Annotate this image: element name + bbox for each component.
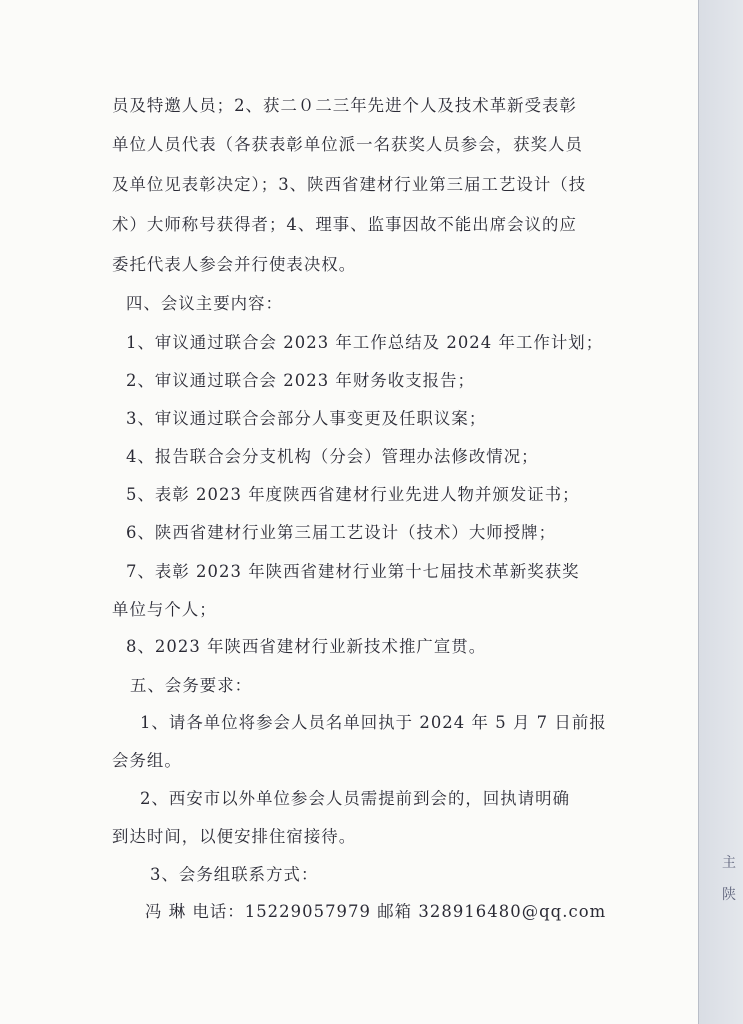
section-heading: 四、会议主要内容： [126, 294, 283, 313]
body-line: 术）大师称号获得者；4、理事、监事因故不能出席会议的应 [112, 215, 577, 234]
agenda-item: 5、表彰 2023 年度陕西省建材行业先进人物并颁发证书； [126, 485, 580, 504]
body-line: 单位与个人； [112, 600, 217, 619]
agenda-item: 2、审议通过联合会 2023 年财务收支报告； [126, 371, 475, 390]
requirement-item: 3、会务组联系方式： [150, 865, 319, 884]
body-line: 员及特邀人员；2、获二０二三年先进个人及技术革新受表彰 [112, 96, 577, 115]
agenda-item: 4、报告联合会分支机构（分会）管理办法修改情况； [126, 447, 539, 466]
contact-line: 冯 琳 电话：15229057979 邮箱 328916480@qq.com [145, 902, 607, 921]
agenda-item: 6、陕西省建材行业第三届工艺设计（技术）大师授牌； [126, 523, 557, 542]
section-heading: 五、会务要求： [130, 676, 253, 695]
agenda-item: 8、2023 年陕西省建材行业新技术推广宣贯。 [126, 637, 487, 656]
requirement-item: 2、西安市以外单位参会人员需提前到会的，回执请明确 [140, 789, 571, 808]
body-line: 单位人员代表（各获表彰单位派一名获奖人员参会，获奖人员 [112, 135, 583, 154]
body-line: 到达时间，以便安排住宿接待。 [112, 827, 357, 846]
adjacent-page-fragment: 陕 [722, 887, 736, 903]
requirement-item: 1、请各单位将参会人员名单回执于 2024 年 5 月 7 日前报 [140, 713, 607, 732]
body-line: 及单位见表彰决定）；3、陕西省建材行业第三届工艺设计（技 [112, 175, 587, 194]
adjacent-page-fragment: 主 [722, 855, 736, 871]
agenda-item: 7、表彰 2023 年陕西省建材行业第十七届技术革新奖获奖 [126, 562, 580, 581]
agenda-item: 3、审议通过联合会部分人事变更及任职议案； [126, 409, 487, 428]
body-line: 委托代表人参会并行使表决权。 [112, 255, 357, 274]
body-line: 会务组。 [112, 751, 182, 770]
agenda-item: 1、审议通过联合会 2023 年工作总结及 2024 年工作计划； [126, 333, 604, 352]
